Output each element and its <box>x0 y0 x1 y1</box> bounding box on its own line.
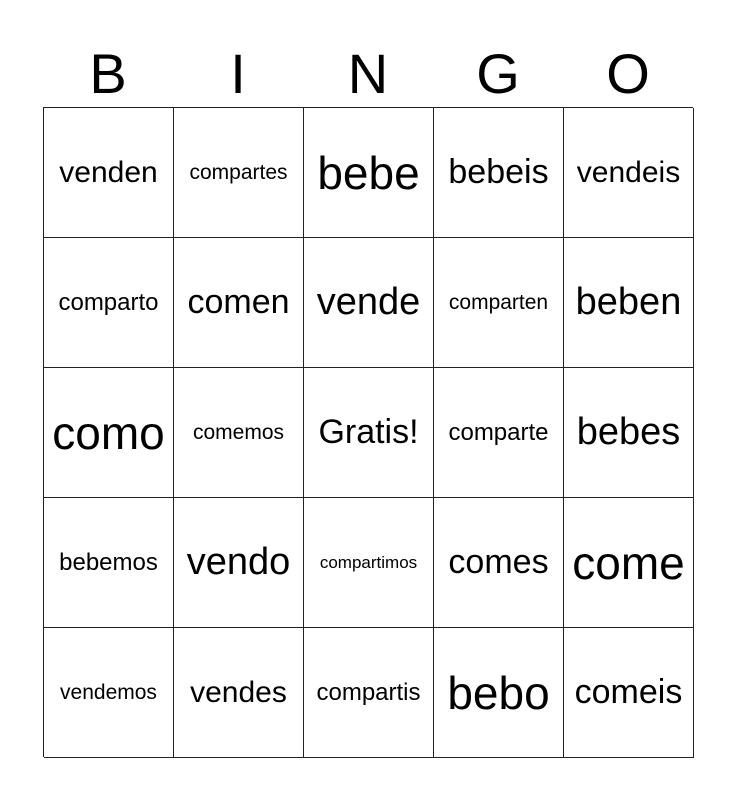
bingo-cell-r1-c2[interactable]: compartes <box>174 108 304 238</box>
bingo-cell-r1-c3[interactable]: bebe <box>304 108 434 238</box>
bingo-cell-r2-c3[interactable]: vende <box>304 238 434 368</box>
bingo-cell-r5-c5[interactable]: comeis <box>564 628 694 758</box>
bingo-cell-r2-c4[interactable]: comparten <box>434 238 564 368</box>
bingo-cell-r2-c5[interactable]: beben <box>564 238 694 368</box>
bingo-cell-r3-c4[interactable]: comparte <box>434 368 564 498</box>
bingo-header <box>43 40 693 108</box>
bingo-cell-r4-c4[interactable]: comes <box>434 498 564 628</box>
bingo-cell-r3-c2[interactable]: comemos <box>174 368 304 498</box>
bingo-cell-r4-c5[interactable]: come <box>564 498 694 628</box>
header-letter-o: O <box>606 42 650 105</box>
bingo-cell-r1-c5[interactable]: vendeis <box>564 108 694 238</box>
bingo-cell-r2-c2[interactable]: comen <box>174 238 304 368</box>
bingo-board <box>43 107 693 757</box>
bingo-cell-r5-c3[interactable]: compartis <box>304 628 434 758</box>
bingo-cell-free-space[interactable]: Gratis! <box>304 368 434 498</box>
bingo-cell-r1-c4[interactable]: bebeis <box>434 108 564 238</box>
header-letter-b: B <box>89 42 127 105</box>
header-letter-n: N <box>347 42 389 105</box>
bingo-cell-r3-c1[interactable]: como <box>44 368 174 498</box>
bingo-cell-r5-c2[interactable]: vendes <box>174 628 304 758</box>
bingo-cell-r4-c2[interactable]: vendo <box>174 498 304 628</box>
header-letter-i: I <box>230 42 246 105</box>
bingo-cell-r5-c1[interactable]: vendemos <box>44 628 174 758</box>
header-letter-g: G <box>476 42 520 105</box>
bingo-cell-r3-c5[interactable]: bebes <box>564 368 694 498</box>
bingo-cell-r5-c4[interactable]: bebo <box>434 628 564 758</box>
bingo-cell-r2-c1[interactable]: comparto <box>44 238 174 368</box>
bingo-cell-r4-c3[interactable]: compartimos <box>304 498 434 628</box>
bingo-cell-r1-c1[interactable]: venden <box>44 108 174 238</box>
bingo-cell-r4-c1[interactable]: bebemos <box>44 498 174 628</box>
